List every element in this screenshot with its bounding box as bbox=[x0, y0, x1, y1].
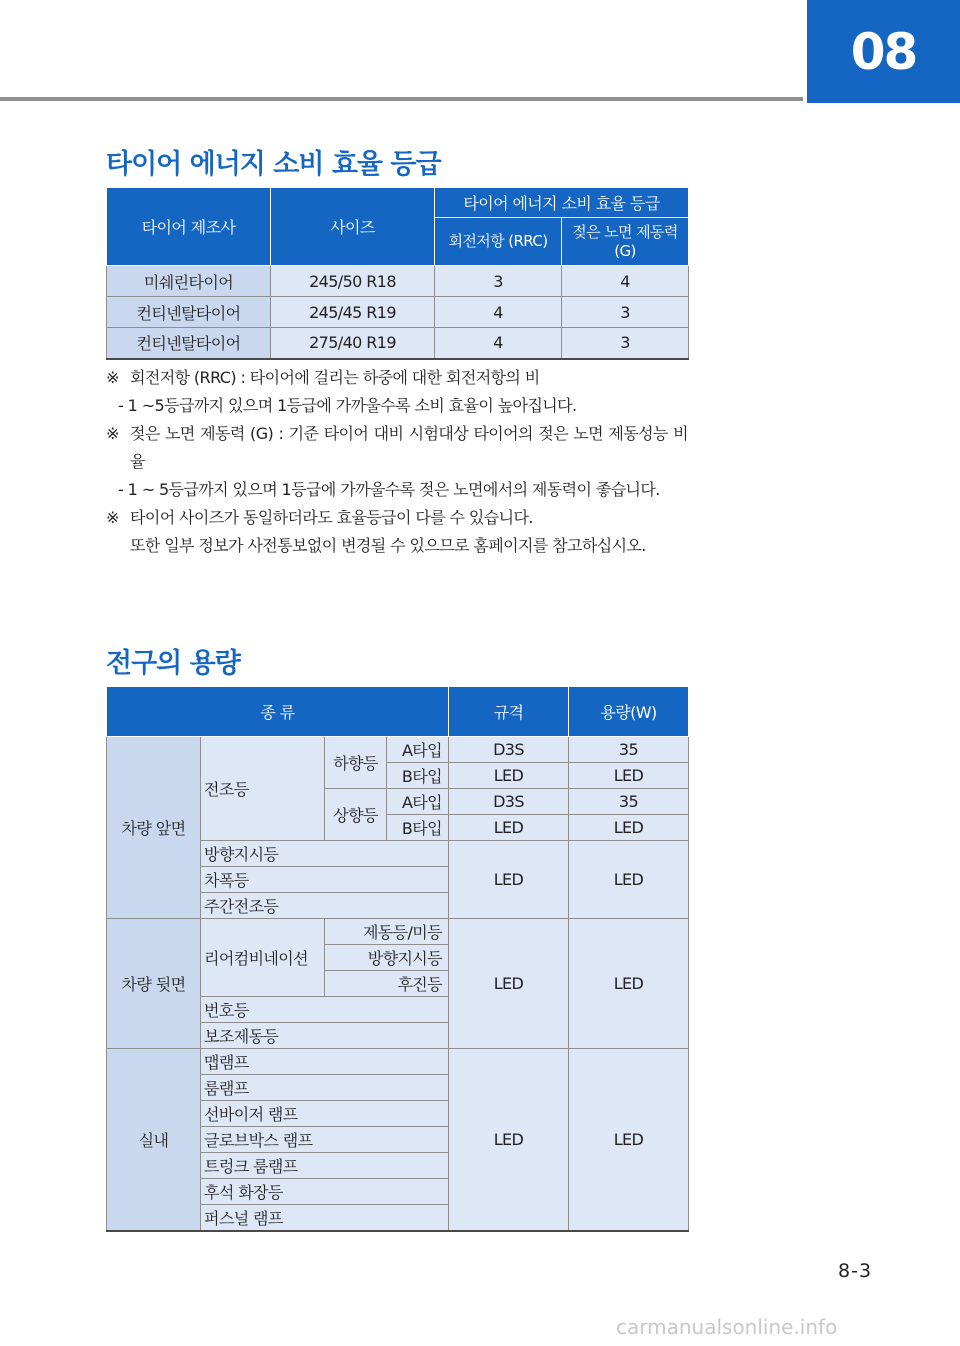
cell-b-type: B타입 bbox=[387, 763, 449, 789]
cell-interior-item: 룸램프 bbox=[201, 1075, 449, 1101]
cell-watt: 35 bbox=[569, 737, 689, 763]
cell-wet: 3 bbox=[562, 328, 689, 359]
watermark: carmanualsonline.info bbox=[616, 1315, 838, 1339]
note-wet-grip bbox=[106, 420, 688, 476]
chapter-tab: 08 bbox=[807, 0, 960, 103]
table-row bbox=[107, 1049, 689, 1075]
cell-watt: LED bbox=[569, 763, 689, 789]
table-row bbox=[107, 737, 689, 763]
cell-high-beam: 상향등 bbox=[325, 789, 387, 841]
cell-location-rear: 차량 뒷면 bbox=[107, 919, 201, 1049]
header-rrc: 회전저항 (RRC) bbox=[435, 218, 562, 266]
cell-spec: LED bbox=[449, 841, 569, 919]
cell-rear-turn: 방향지시등 bbox=[325, 945, 449, 971]
cell-location-interior: 실내 bbox=[107, 1049, 201, 1231]
cell-b-type: B타입 bbox=[387, 815, 449, 841]
cell-size: 275/40 R19 bbox=[271, 328, 435, 359]
cell-watt: LED bbox=[569, 815, 689, 841]
header-type: 종 류 bbox=[107, 687, 449, 737]
cell-a-type: A타입 bbox=[387, 737, 449, 763]
cell-rrc: 4 bbox=[435, 297, 562, 328]
cell-low-beam: 하향등 bbox=[325, 737, 387, 789]
header-size: 사이즈 bbox=[271, 188, 435, 266]
note-text: 회전저항 (RRC) : 타이어에 걸리는 하중에 대한 회전저항의 비 bbox=[130, 368, 540, 387]
cell-size: 245/50 R18 bbox=[271, 266, 435, 297]
cell-interior-item: 글로브박스 램프 bbox=[201, 1127, 449, 1153]
cell-maker: 컨티넨탈타이어 bbox=[107, 297, 271, 328]
header-wet-grip: 젖은 노면 제동력 (G) bbox=[562, 218, 689, 266]
cell-interior-item: 후석 화장등 bbox=[201, 1179, 449, 1205]
cell-interior-item: 트렁크 룸램프 bbox=[201, 1153, 449, 1179]
cell-backup: 후진등 bbox=[325, 971, 449, 997]
page-number: 8-3 bbox=[838, 1260, 873, 1282]
note-mark: ※ bbox=[106, 424, 119, 443]
cell-interior-item: 퍼스널 램프 bbox=[201, 1205, 449, 1231]
note-size-cont: 또한 일부 정보가 사전통보없이 변경될 수 있으므로 홈페이지를 참고하십시오. bbox=[130, 536, 646, 555]
cell-rrc: 3 bbox=[435, 266, 562, 297]
bulb-wattage-table bbox=[106, 686, 689, 1232]
cell-a-type: A타입 bbox=[387, 789, 449, 815]
cell-stop-tail: 제동등/미등 bbox=[325, 919, 449, 945]
cell-interior-item: 선바이저 램프 bbox=[201, 1101, 449, 1127]
table-row bbox=[107, 266, 689, 297]
cell-rrc: 4 bbox=[435, 328, 562, 359]
note-wet-grip-sub: - 1 ~ 5등급까지 있으며 1등급에 가까울수록 젖은 노면에서의 제동력이 좋습니다. bbox=[118, 480, 660, 499]
header-watt: 용량(W) bbox=[569, 687, 689, 737]
table-row bbox=[107, 919, 689, 945]
cell-spec: LED bbox=[449, 919, 569, 1049]
cell-wet: 3 bbox=[562, 297, 689, 328]
cell-wet: 4 bbox=[562, 266, 689, 297]
cell-watt: 35 bbox=[569, 789, 689, 815]
cell-position-lamp: 차폭등 bbox=[201, 867, 449, 893]
note-size bbox=[106, 504, 688, 532]
cell-front-turn: 방향지시등 bbox=[201, 841, 449, 867]
cell-drl: 주간전조등 bbox=[201, 893, 449, 919]
note-text: 타이어 사이즈가 동일하더라도 효율등급이 다를 수 있습니다. bbox=[130, 508, 533, 527]
cell-rear-combination: 리어컴비네이션 bbox=[201, 919, 325, 997]
cell-interior-item: 맵램프 bbox=[201, 1049, 449, 1075]
note-text: 젖은 노면 제동력 (G) : 기준 타이어 대비 시험대상 타이어의 젖은 노면 제동성능 비율 bbox=[130, 424, 688, 471]
table-row bbox=[107, 328, 689, 359]
cell-watt: LED bbox=[569, 1049, 689, 1231]
section-title-tyre-efficiency: 타이어 에너지 소비 효율 등급 bbox=[106, 149, 441, 180]
note-mark: ※ bbox=[106, 508, 119, 527]
table-row bbox=[107, 297, 689, 328]
tyre-efficiency-table bbox=[106, 187, 689, 360]
cell-maker: 컨티넨탈타이어 bbox=[107, 328, 271, 359]
cell-spec: LED bbox=[449, 763, 569, 789]
section-title-bulb-wattage: 전구의 용량 bbox=[106, 648, 240, 679]
cell-plate: 번호등 bbox=[201, 997, 449, 1023]
cell-headlamp: 전조등 bbox=[201, 737, 325, 841]
cell-location-front: 차량 앞면 bbox=[107, 737, 201, 919]
cell-maker: 미쉐린타이어 bbox=[107, 266, 271, 297]
cell-hmsl: 보조제동등 bbox=[201, 1023, 449, 1049]
cell-size: 245/45 R19 bbox=[271, 297, 435, 328]
header-grade-group: 타이어 에너지 소비 효율 등급 bbox=[435, 188, 689, 218]
cell-watt: LED bbox=[569, 919, 689, 1049]
note-mark: ※ bbox=[106, 368, 119, 387]
cell-spec: D3S bbox=[449, 789, 569, 815]
tyre-notes bbox=[106, 364, 688, 560]
cell-spec: LED bbox=[449, 1049, 569, 1231]
header-spec: 규격 bbox=[449, 687, 569, 737]
note-rrc-sub: - 1 ~5등급까지 있으며 1등급에 가까울수록 소비 효율이 높아집니다. bbox=[118, 396, 577, 415]
header-rule bbox=[0, 97, 803, 101]
cell-spec: D3S bbox=[449, 737, 569, 763]
note-rrc bbox=[106, 364, 688, 392]
header-maker: 타이어 제조사 bbox=[107, 188, 271, 266]
cell-watt: LED bbox=[569, 841, 689, 919]
cell-spec: LED bbox=[449, 815, 569, 841]
